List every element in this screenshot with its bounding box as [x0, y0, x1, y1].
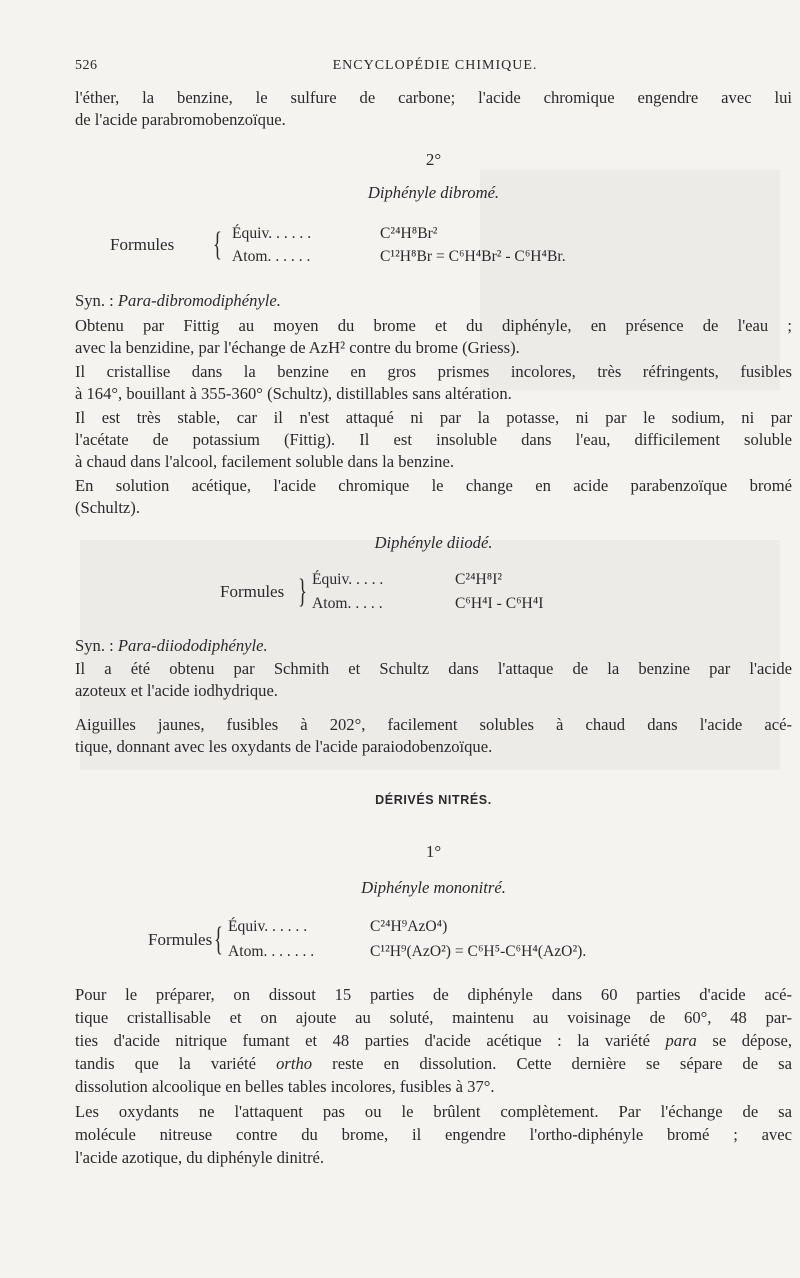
text-run-italic: para [665, 1031, 697, 1050]
atom-formula: C⁶H⁴I - C⁶H⁴I [455, 595, 544, 612]
section-number: 2° [425, 150, 442, 169]
formulas-block [148, 918, 788, 970]
formulas-block [220, 571, 720, 621]
atom-label: Atom. . . . . . . [228, 943, 315, 960]
equiv-label: Équiv. . . . . [312, 571, 384, 588]
paragraph-line: (Schultz). [75, 498, 140, 517]
section-number: 1° [425, 842, 442, 861]
atom-formula: C¹²H⁹(AzO²) = C⁶H⁵-C⁶H⁴(AzO²). [370, 943, 587, 960]
paragraph-line: Les oxydants ne l'attaquent pas ou le brûlent complètement. Par l'échange de sa [75, 1102, 792, 1121]
paragraph-line: Aiguilles jaunes, fusibles à 202°, facilement solubles à chaud dans l'acide acé- [75, 715, 792, 734]
synonym-name: Para-dibromodiphényle. [117, 291, 281, 310]
paragraph-line: l'éther, la benzine, le sulfure de carbone; l'acide chromique engendre avec lui [75, 88, 792, 107]
text-run: ties d'acide nitrique fumant et 48 parties d'acide acétique : la variété [75, 1031, 666, 1050]
paragraph-line: l'acide azotique, du diphényle dinitré. [75, 1148, 325, 1167]
synonym-line [75, 291, 795, 311]
equiv-formula: C²⁴H⁸Br² [380, 225, 438, 242]
brace-symbol: { [214, 921, 223, 958]
text-run: reste en dissolution. Cette dernière se sépare de sa [312, 1054, 792, 1073]
paragraph-line: Pour le préparer, on dissout 15 parties de diphényle dans 60 parties d'acide acé- [75, 985, 792, 1004]
synonym-prefix: Syn. : [75, 636, 118, 655]
paragraph-line: l'acétate de potassium (Fittig). Il est insoluble dans l'eau, difficilement soluble [75, 430, 792, 449]
paragraph-line: de l'acide parabromobenzoïque. [75, 110, 286, 129]
brace-symbol: } [298, 573, 307, 610]
synonym-line [75, 636, 795, 656]
brace-symbol: { [213, 226, 222, 263]
section-title: Diphényle diiodé. [374, 533, 493, 552]
paragraph-line: à chaud dans l'alcool, facilement soluble dans la benzine. [75, 452, 454, 471]
paragraph-line: tique cristallisable et on ajoute au soluté, maintenu au voisinage de 60°, 48 par- [75, 1008, 792, 1027]
running-title: ENCYCLOPÉDIE CHIMIQUE. [332, 58, 538, 73]
paragraph-line: Il est très stable, car il n'est attaqué ni par la potasse, ni par le sodium, ni par [75, 408, 792, 427]
page-number: 526 [75, 58, 98, 73]
paragraph-line [75, 1031, 792, 1051]
paragraph-line: azoteux et l'acide iodhydrique. [75, 681, 278, 700]
paragraph-line: molécule nitreuse contre du brome, il engendre l'ortho-diphényle bromé ; avec [75, 1125, 792, 1144]
paragraph-line [75, 1054, 792, 1074]
paragraph-line: avec la benzidine, par l'échange de AzH² contre du brome (Griess). [75, 338, 520, 357]
equiv-label: Équiv. . . . . . [228, 918, 308, 935]
formulas-label: Formules [148, 930, 213, 949]
formulas-label: Formules [220, 582, 285, 601]
section-title: Diphényle mononitré. [361, 878, 506, 897]
text-run-italic: ortho [276, 1054, 313, 1073]
formulas-label: Formules [110, 235, 175, 254]
section-heading: DÉRIVÉS NITRÉS. [375, 793, 492, 807]
paragraph-line: dissolution alcoolique en belles tables incolores, fusibles à 37°. [75, 1077, 495, 1096]
paragraph-line: Il a été obtenu par Schmith et Schultz dans l'attaque de la benzine par l'acide [75, 659, 792, 678]
formulas-block [110, 225, 730, 275]
synonym-name: Para-diiododiphényle. [117, 636, 268, 655]
text-run: tandis que la variété [75, 1054, 277, 1073]
atom-formula: C¹²H⁸Br = C⁶H⁴Br² - C⁶H⁴Br. [380, 248, 566, 265]
equiv-formula: C²⁴H⁸I² [455, 571, 503, 588]
paragraph-line: à 164°, bouillant à 355-360° (Schultz), distillables sans altération. [75, 384, 512, 403]
equiv-formula: C²⁴H⁹AzO⁴) [370, 918, 448, 935]
atom-label: Atom. . . . . . [232, 248, 311, 265]
paragraph-line: Obtenu par Fittig au moyen du brome et du diphényle, en présence de l'eau ; [75, 316, 792, 335]
paragraph-line: Il cristallise dans la benzine en gros prismes incolores, très réfringents, fusibles [75, 362, 792, 381]
atom-label: Atom. . . . . [312, 595, 383, 612]
paragraph-line: En solution acétique, l'acide chromique le change en acide parabenzoïque bromé [75, 476, 792, 495]
paragraph-line: tique, donnant avec les oxydants de l'acide paraiodobenzoïque. [75, 737, 493, 756]
text-run: se dépose, [696, 1031, 792, 1050]
section-title: Diphényle dibromé. [367, 183, 500, 202]
synonym-prefix: Syn. : [75, 291, 118, 310]
equiv-label: Équiv. . . . . . [232, 225, 312, 242]
